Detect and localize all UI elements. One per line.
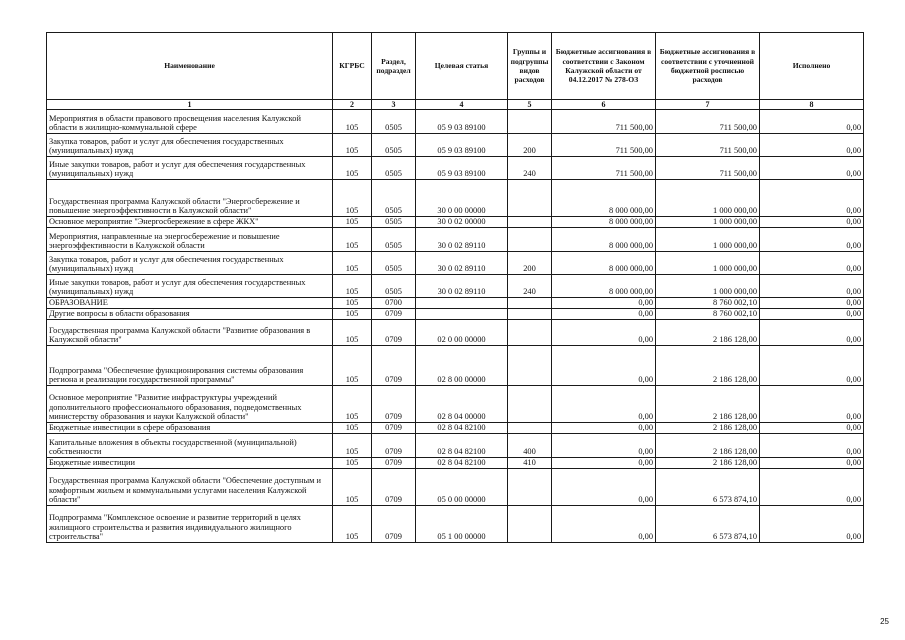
row-section: 0709 bbox=[372, 423, 416, 434]
row-name: Основное мероприятие "Энергосбережение в сфере ЖКХ" bbox=[47, 217, 333, 228]
row-law-amount: 0,00 bbox=[552, 346, 656, 386]
row-name: Мероприятия, направленные на энергосбережение и повышение энергоэффективности в Калужской области bbox=[47, 228, 333, 252]
table-row bbox=[47, 458, 864, 469]
row-group: 410 bbox=[508, 458, 552, 469]
row-law-amount: 711 500,00 bbox=[552, 110, 656, 134]
column-number: 4 bbox=[416, 100, 508, 110]
row-kgrbs: 105 bbox=[333, 180, 372, 217]
row-article: 30 0 02 89110 bbox=[416, 252, 508, 275]
table-row bbox=[47, 180, 864, 217]
row-law-amount: 0,00 bbox=[552, 469, 656, 506]
row-refined-amount: 711 500,00 bbox=[656, 110, 760, 134]
row-name: Закупка товаров, работ и услуг для обеспечения государственных (муниципальных) нужд bbox=[47, 134, 333, 157]
row-section: 0505 bbox=[372, 180, 416, 217]
row-name: ОБРАЗОВАНИЕ bbox=[47, 298, 333, 309]
row-refined-amount: 1 000 000,00 bbox=[656, 180, 760, 217]
row-section: 0505 bbox=[372, 157, 416, 180]
column-number: 6 bbox=[552, 100, 656, 110]
row-group bbox=[508, 217, 552, 228]
table-row bbox=[47, 298, 864, 309]
row-refined-amount: 2 186 128,00 bbox=[656, 320, 760, 346]
row-refined-amount: 2 186 128,00 bbox=[656, 423, 760, 434]
row-group bbox=[508, 320, 552, 346]
row-section: 0709 bbox=[372, 386, 416, 423]
row-law-amount: 711 500,00 bbox=[552, 157, 656, 180]
row-refined-amount: 2 186 128,00 bbox=[656, 434, 760, 458]
header-article: Целевая статья bbox=[416, 33, 508, 100]
row-kgrbs: 105 bbox=[333, 252, 372, 275]
table-row bbox=[47, 386, 864, 423]
row-executed-amount: 0,00 bbox=[760, 180, 864, 217]
row-section: 0709 bbox=[372, 309, 416, 320]
row-kgrbs: 105 bbox=[333, 298, 372, 309]
row-section: 0709 bbox=[372, 434, 416, 458]
row-kgrbs: 105 bbox=[333, 386, 372, 423]
table-row bbox=[47, 134, 864, 157]
table-row bbox=[47, 320, 864, 346]
row-section: 0709 bbox=[372, 458, 416, 469]
table-row bbox=[47, 309, 864, 320]
row-refined-amount: 2 186 128,00 bbox=[656, 386, 760, 423]
row-executed-amount: 0,00 bbox=[760, 434, 864, 458]
row-law-amount: 8 000 000,00 bbox=[552, 252, 656, 275]
row-executed-amount: 0,00 bbox=[760, 320, 864, 346]
row-refined-amount: 1 000 000,00 bbox=[656, 228, 760, 252]
row-kgrbs: 105 bbox=[333, 110, 372, 134]
row-group: 200 bbox=[508, 134, 552, 157]
row-article: 05 9 03 89100 bbox=[416, 134, 508, 157]
table-row bbox=[47, 217, 864, 228]
row-name: Бюджетные инвестиции в сфере образования bbox=[47, 423, 333, 434]
column-number: 2 bbox=[333, 100, 372, 110]
row-refined-amount: 711 500,00 bbox=[656, 157, 760, 180]
row-law-amount: 0,00 bbox=[552, 320, 656, 346]
row-executed-amount: 0,00 bbox=[760, 309, 864, 320]
row-name: Капитальные вложения в объекты государственной (муниципальной) собственности bbox=[47, 434, 333, 458]
row-refined-amount: 8 760 002,10 bbox=[656, 309, 760, 320]
row-section: 0709 bbox=[372, 506, 416, 543]
row-article: 02 8 04 00000 bbox=[416, 386, 508, 423]
header-groups: Группы и подгруппы видов расходов bbox=[508, 33, 552, 100]
row-kgrbs: 105 bbox=[333, 309, 372, 320]
row-refined-amount: 2 186 128,00 bbox=[656, 346, 760, 386]
row-kgrbs: 105 bbox=[333, 434, 372, 458]
row-executed-amount: 0,00 bbox=[760, 252, 864, 275]
row-name: Закупка товаров, работ и услуг для обеспечения государственных (муниципальных) нужд bbox=[47, 252, 333, 275]
row-name: Иные закупки товаров, работ и услуг для обеспечения государственных (муниципальных) нужд bbox=[47, 275, 333, 298]
column-number: 1 bbox=[47, 100, 333, 110]
header-kgrbs: КГРБС bbox=[333, 33, 372, 100]
header-row bbox=[47, 33, 864, 100]
row-law-amount: 0,00 bbox=[552, 423, 656, 434]
row-kgrbs: 105 bbox=[333, 157, 372, 180]
row-law-amount: 0,00 bbox=[552, 434, 656, 458]
row-section: 0700 bbox=[372, 298, 416, 309]
row-refined-amount: 1 000 000,00 bbox=[656, 252, 760, 275]
row-kgrbs: 105 bbox=[333, 320, 372, 346]
row-name: Основное мероприятие "Развитие инфраструктуры учреждений дополнительного профессионального образования, подведомственных министерству образования и науки Калужской области" bbox=[47, 386, 333, 423]
row-executed-amount: 0,00 bbox=[760, 346, 864, 386]
table-row bbox=[47, 252, 864, 275]
row-article: 30 0 02 00000 bbox=[416, 217, 508, 228]
table-row bbox=[47, 423, 864, 434]
row-executed-amount: 0,00 bbox=[760, 134, 864, 157]
row-article: 05 1 00 00000 bbox=[416, 506, 508, 543]
row-kgrbs: 105 bbox=[333, 134, 372, 157]
row-refined-amount: 6 573 874,10 bbox=[656, 469, 760, 506]
row-group bbox=[508, 506, 552, 543]
row-kgrbs: 105 bbox=[333, 275, 372, 298]
row-name: Государственная программа Калужской области "Обеспечение доступным и комфортным жильем и коммунальными услугами населения Калужской области" bbox=[47, 469, 333, 506]
row-article: 02 8 00 00000 bbox=[416, 346, 508, 386]
column-number: 3 bbox=[372, 100, 416, 110]
table-row bbox=[47, 275, 864, 298]
row-name: Бюджетные инвестиции bbox=[47, 458, 333, 469]
row-section: 0505 bbox=[372, 217, 416, 228]
page-number: 25 bbox=[880, 617, 889, 626]
row-group bbox=[508, 346, 552, 386]
row-group: 200 bbox=[508, 252, 552, 275]
row-group bbox=[508, 110, 552, 134]
row-executed-amount: 0,00 bbox=[760, 110, 864, 134]
row-law-amount: 0,00 bbox=[552, 458, 656, 469]
row-refined-amount: 2 186 128,00 bbox=[656, 458, 760, 469]
row-law-amount: 8 000 000,00 bbox=[552, 217, 656, 228]
table-row bbox=[47, 228, 864, 252]
row-law-amount: 0,00 bbox=[552, 309, 656, 320]
row-article: 30 0 00 00000 bbox=[416, 180, 508, 217]
row-law-amount: 8 000 000,00 bbox=[552, 275, 656, 298]
row-group: 240 bbox=[508, 275, 552, 298]
row-article: 30 0 02 89110 bbox=[416, 275, 508, 298]
row-name: Подпрограмма "Обеспечение функционирования системы образования региона и реализации государственной программы" bbox=[47, 346, 333, 386]
row-name: Подпрограмма "Комплексное освоение и развитие территорий в целях жилищного строительства и развития индивидуального жилищного строительства" bbox=[47, 506, 333, 543]
row-executed-amount: 0,00 bbox=[760, 458, 864, 469]
row-group: 240 bbox=[508, 157, 552, 180]
row-executed-amount: 0,00 bbox=[760, 217, 864, 228]
row-kgrbs: 105 bbox=[333, 458, 372, 469]
row-article: 02 8 04 82100 bbox=[416, 423, 508, 434]
header-refined: Бюджетные ассигнования в соответствии с уточненной бюджетной росписью расходов bbox=[656, 33, 760, 100]
row-law-amount: 0,00 bbox=[552, 298, 656, 309]
row-executed-amount: 0,00 bbox=[760, 506, 864, 543]
row-executed-amount: 0,00 bbox=[760, 228, 864, 252]
row-refined-amount: 8 760 002,10 bbox=[656, 298, 760, 309]
row-section: 0709 bbox=[372, 346, 416, 386]
row-article: 05 0 00 00000 bbox=[416, 469, 508, 506]
row-section: 0505 bbox=[372, 252, 416, 275]
column-number: 8 bbox=[760, 100, 864, 110]
table-row bbox=[47, 506, 864, 543]
row-group: 400 bbox=[508, 434, 552, 458]
row-group bbox=[508, 180, 552, 217]
row-refined-amount: 6 573 874,10 bbox=[656, 506, 760, 543]
row-executed-amount: 0,00 bbox=[760, 157, 864, 180]
row-article: 05 9 03 89100 bbox=[416, 110, 508, 134]
row-kgrbs: 105 bbox=[333, 228, 372, 252]
table-row bbox=[47, 469, 864, 506]
row-name: Иные закупки товаров, работ и услуг для обеспечения государственных (муниципальных) нужд bbox=[47, 157, 333, 180]
table-row bbox=[47, 157, 864, 180]
row-section: 0709 bbox=[372, 469, 416, 506]
row-section: 0505 bbox=[372, 134, 416, 157]
row-group bbox=[508, 298, 552, 309]
row-kgrbs: 105 bbox=[333, 423, 372, 434]
row-group bbox=[508, 469, 552, 506]
row-article: 02 8 04 82100 bbox=[416, 458, 508, 469]
row-group bbox=[508, 423, 552, 434]
row-section: 0505 bbox=[372, 228, 416, 252]
row-refined-amount: 711 500,00 bbox=[656, 134, 760, 157]
header-section: Раздел, подраздел bbox=[372, 33, 416, 100]
table-row bbox=[47, 346, 864, 386]
row-article bbox=[416, 309, 508, 320]
row-name: Другие вопросы в области образования bbox=[47, 309, 333, 320]
column-number: 5 bbox=[508, 100, 552, 110]
row-section: 0505 bbox=[372, 110, 416, 134]
row-executed-amount: 0,00 bbox=[760, 469, 864, 506]
header-law: Бюджетные ассигнования в соответствии с Законом Калужской области от 04.12.2017 № 278-ОЗ bbox=[552, 33, 656, 100]
row-kgrbs: 105 bbox=[333, 346, 372, 386]
table-row bbox=[47, 110, 864, 134]
row-executed-amount: 0,00 bbox=[760, 275, 864, 298]
row-article bbox=[416, 298, 508, 309]
row-law-amount: 0,00 bbox=[552, 386, 656, 423]
column-number: 7 bbox=[656, 100, 760, 110]
row-law-amount: 0,00 bbox=[552, 506, 656, 543]
row-section: 0709 bbox=[372, 320, 416, 346]
row-article: 02 0 00 00000 bbox=[416, 320, 508, 346]
row-article: 05 9 03 89100 bbox=[416, 157, 508, 180]
row-kgrbs: 105 bbox=[333, 469, 372, 506]
row-refined-amount: 1 000 000,00 bbox=[656, 217, 760, 228]
row-kgrbs: 105 bbox=[333, 217, 372, 228]
row-article: 02 8 04 82100 bbox=[416, 434, 508, 458]
row-executed-amount: 0,00 bbox=[760, 386, 864, 423]
row-article: 30 0 02 89110 bbox=[416, 228, 508, 252]
row-refined-amount: 1 000 000,00 bbox=[656, 275, 760, 298]
header-executed: Исполнено bbox=[760, 33, 864, 100]
row-executed-amount: 0,00 bbox=[760, 298, 864, 309]
row-law-amount: 8 000 000,00 bbox=[552, 228, 656, 252]
row-group bbox=[508, 228, 552, 252]
row-executed-amount: 0,00 bbox=[760, 423, 864, 434]
row-law-amount: 711 500,00 bbox=[552, 134, 656, 157]
row-section: 0505 bbox=[372, 275, 416, 298]
budget-table bbox=[46, 32, 864, 543]
row-name: Государственная программа Калужской области "Энергосбережение и повышение энергоэффективности в Калужской области" bbox=[47, 180, 333, 217]
row-group bbox=[508, 386, 552, 423]
header-name: Наименование bbox=[47, 33, 333, 100]
row-group bbox=[508, 309, 552, 320]
row-name: Мероприятия в области правового просвещения населения Калужской области в жилищно-коммунальной сфере bbox=[47, 110, 333, 134]
row-law-amount: 8 000 000,00 bbox=[552, 180, 656, 217]
column-number-row bbox=[47, 100, 864, 110]
table-row bbox=[47, 434, 864, 458]
row-kgrbs: 105 bbox=[333, 506, 372, 543]
row-name: Государственная программа Калужской области "Развитие образования в Калужской области" bbox=[47, 320, 333, 346]
